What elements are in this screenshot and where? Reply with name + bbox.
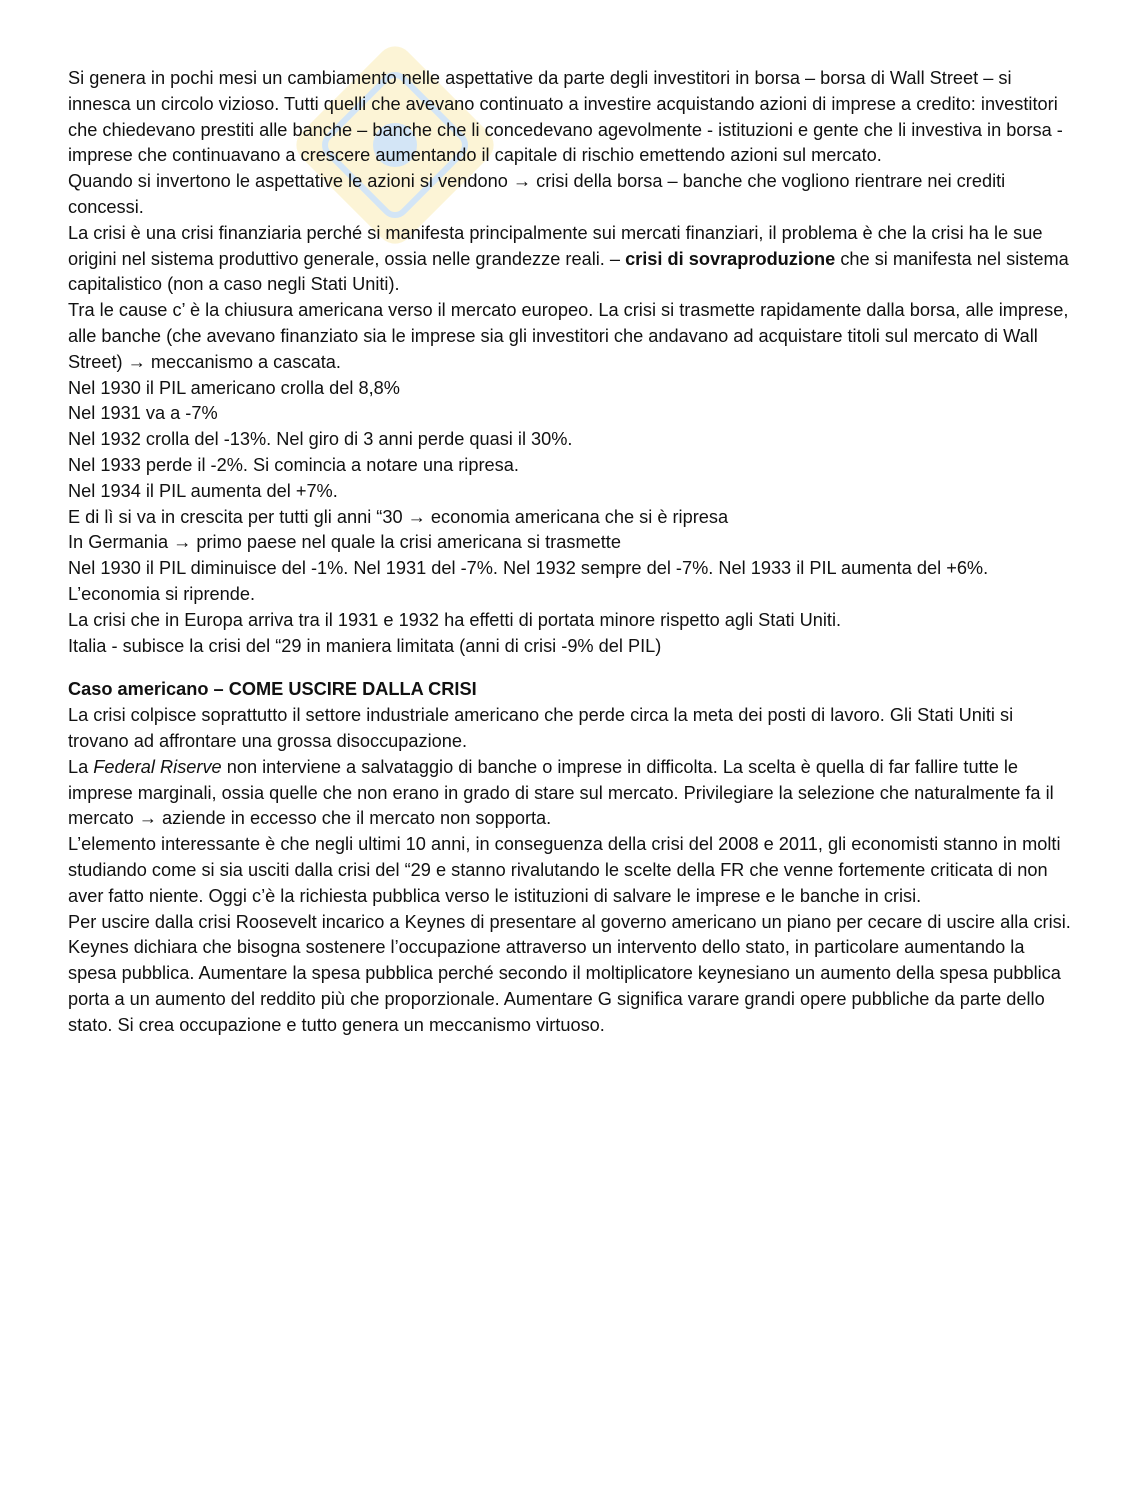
paragraph: Nel 1930 il PIL americano crolla del 8,8% [68, 377, 400, 398]
paragraph: Nel 1932 crolla del -13%. Nel giro di 3 anni perde quasi il 30%. [68, 429, 573, 450]
paragraph: Nel 1930 il PIL diminuisce del -1%. Nel 1931 del -7%. Nel 1932 sempre del -7%. Nel 1933 il PIL aumenta del +6%. L’economia si riprende. [68, 558, 989, 604]
bold-term: crisi di sovraproduzione [625, 248, 836, 269]
paragraph: La Federal Riserve non interviene a salvataggio di banche o imprese in difficolta. La scelta è quella di far fallire tutte le imprese marginali, ossia quelle che non erano in grado di stare sul mercato. Privilegiare la selezione che naturalmente fa il mercato → aziende in eccesso che il mercato non sopporta. [68, 756, 1054, 829]
paragraph: Si genera in pochi mesi un cambiamento nelle aspettative da parte degli investitori in borsa – borsa di Wall Street – si innesca un circolo vizioso. Tutti quelli che avevano continuato a investire acquistando azioni di imprese a credito: investitori che chiedevano prestiti alle banche – banche che li concedevano agevolmente - istituzioni e gente che li investiva in borsa -imprese che continuavano a crescere aumentando il capitale di rischio emettendo azioni sul mercato. [68, 68, 1063, 166]
paragraph: Nel 1934 il PIL aumenta del +7%. [68, 480, 338, 501]
paragraph: Tra le cause c’ è la chiusura americana verso il mercato europeo. La crisi si trasmette rapidamente dalla borsa, alle imprese, alle banche (che avevano finanziato sia le imprese sia gli investitori che andavano ad acquistare titoli sul mercato di Wall Street) → meccanismo a cascata. [68, 300, 1069, 372]
paragraph: La crisi è una crisi finanziaria perché si manifesta principalmente sui mercati finanziari, il problema è che la crisi ha le sue origini nel sistema produttivo generale, ossia nelle grandezze reali. – crisi di sovraproduzione che si manifesta nel sistema capitalistico (non a caso negli Stati Uniti). [68, 222, 1069, 295]
paragraph: Nel 1931 va a -7% [68, 403, 218, 424]
document-body [68, 66, 1078, 1038]
section-heading: Caso americano – COME USCIRE DALLA CRISI [68, 679, 477, 700]
paragraph: La crisi colpisce soprattutto il settore industriale americano che perde circa la meta dei posti di lavoro. Gli Stati Uniti si trovano ad affrontare una grossa disoccupazione. [68, 705, 1014, 751]
paragraph: Nel 1933 perde il -2%. Si comincia a notare una ripresa. [68, 454, 519, 475]
paragraph: La crisi che in Europa arriva tra il 1931 e 1932 ha effetti di portata minore rispetto agli Stati Uniti. [68, 609, 842, 630]
paragraph: Quando si invertono le aspettative le azioni si vendono → crisi della borsa – banche che vogliono rientrare nei crediti concessi. [68, 171, 1006, 217]
paragraph: Per uscire dalla crisi Roosevelt incarico a Keynes di presentare al governo americano un piano per cecare di uscire alla crisi. Keynes dichiara che bisogna sostenere l’occupazione attraverso un intervento dello stato, in particolare aumentando la spesa pubblica. Aumentare la spesa pubblica perché secondo il moltiplicatore keynesiano un aumento della spesa pubblica porta a un aumento del reddito più che proporzionale. Aumentare G significa varare grandi opere pubbliche da parte dello stato. Si crea occupazione e tutto genera un meccanismo virtuoso. [68, 911, 1071, 1035]
spacer [68, 659, 1078, 677]
paragraph: E di lì si va in crescita per tutti gli anni “30 → economia americana che si è ripresa [68, 506, 729, 527]
paragraph: Italia - subisce la crisi del “29 in maniera limitata (anni di crisi -9% del PIL) [68, 635, 662, 656]
paragraph: L’elemento interessante è che negli ultimi 10 anni, in conseguenza della crisi del 2008 e 2011, gli economisti stanno in molti studiando come si sia usciti dalla crisi del “29 e stanno rivalutando le scelte della FR che venne fortemente criticata di non aver fatto niente. Oggi c’è la richiesta pubblica verso le istituzioni di salvare le imprese e le banche in crisi. [68, 834, 1061, 906]
italic-term: Federal Riserve [93, 756, 222, 777]
paragraph: In Germania → primo paese nel quale la crisi americana si trasmette [68, 532, 621, 553]
